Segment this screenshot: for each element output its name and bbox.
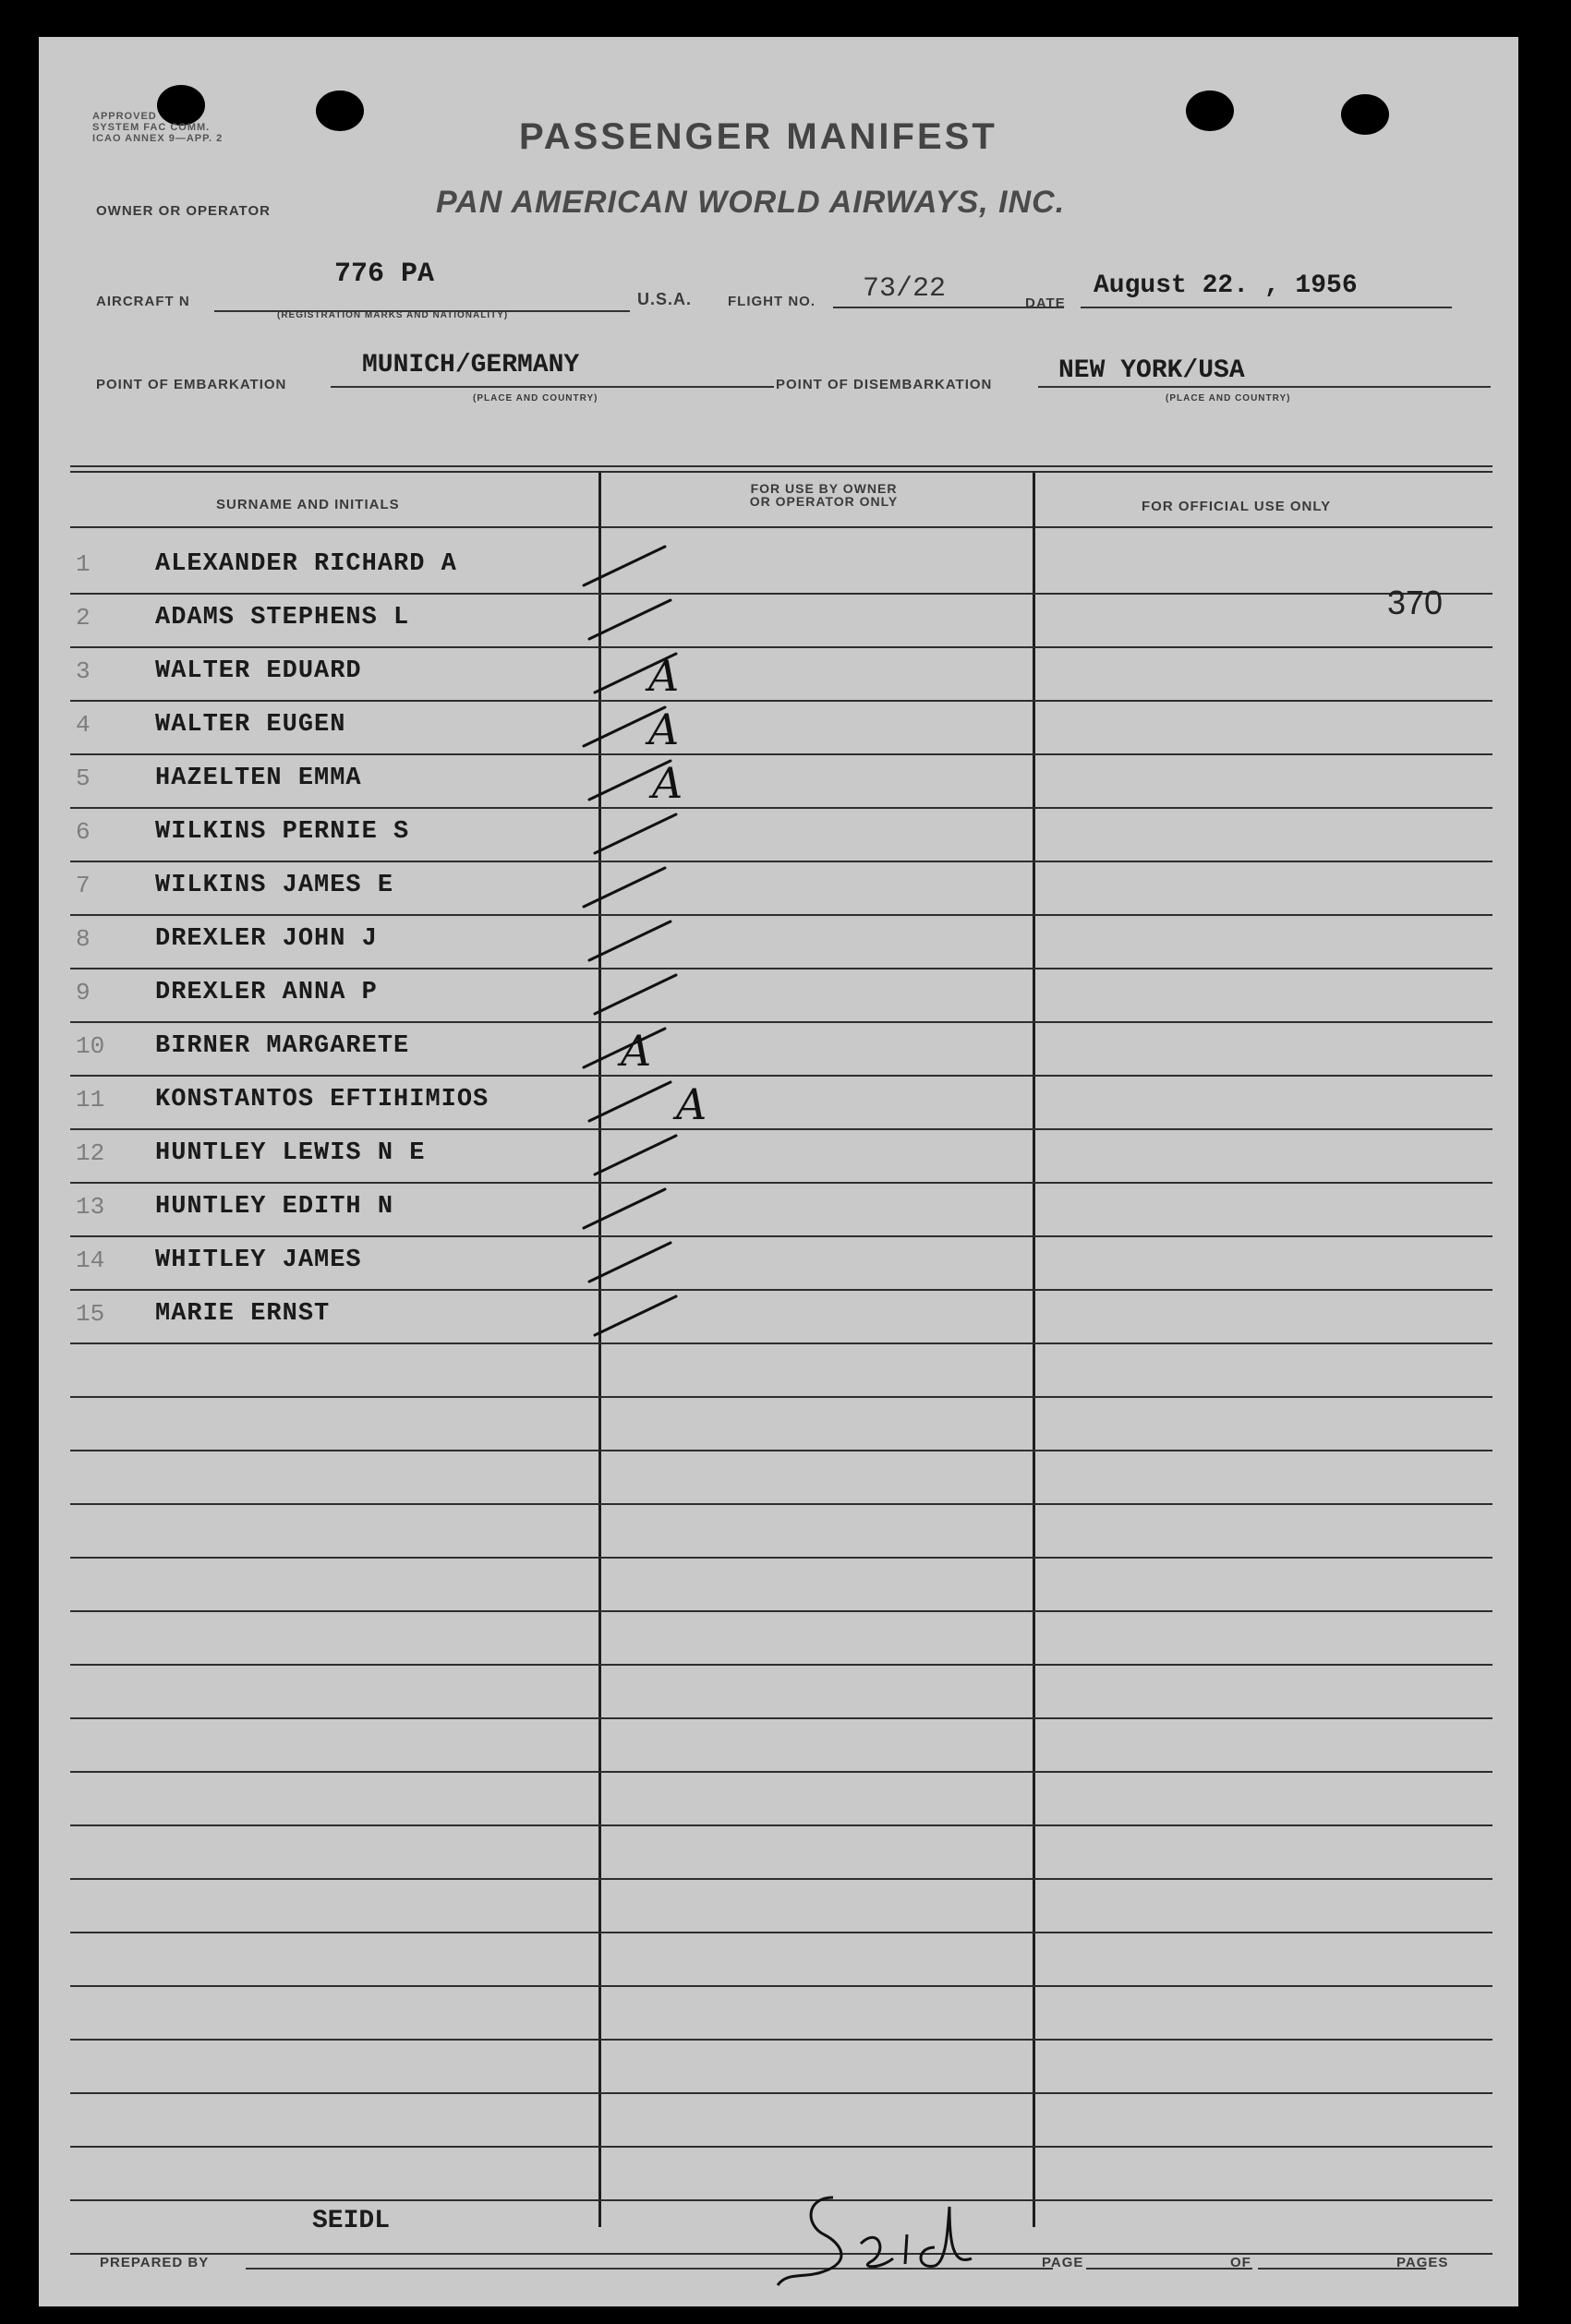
prepared-label: PREPARED BY [100, 2255, 210, 2270]
row-number: 13 [76, 1193, 105, 1221]
row-number: 11 [76, 1086, 105, 1114]
row-number: 8 [76, 925, 91, 953]
passenger-name: KONSTANTOS EFTIHIMIOS [155, 1086, 489, 1114]
check-tick [584, 1189, 665, 1228]
place-note: (PLACE AND COUNTRY) [473, 393, 598, 403]
approval-line: APPROVED [92, 111, 157, 122]
aircraft-label: AIRCRAFT N [96, 294, 190, 309]
check-tick [589, 1243, 671, 1282]
row-number: 2 [76, 604, 91, 632]
check-tick [589, 1082, 671, 1121]
passenger-name: ADAMS STEPHENS L [155, 604, 410, 632]
column-header-owner-line: OR OPERATOR ONLY [749, 494, 899, 509]
disembark-value: NEW YORK/USA [1058, 356, 1245, 385]
flight-value: 73/22 [863, 273, 947, 305]
embark-label: POINT OF EMBARKATION [96, 377, 287, 392]
passenger-name: HUNTLEY EDITH N [155, 1193, 394, 1221]
passenger-name: HUNTLEY LEWIS N E [155, 1139, 426, 1167]
embark-value: MUNICH/GERMANY [362, 351, 580, 379]
column-header-owner-line: FOR USE BY OWNER [750, 481, 898, 496]
page-title: PASSENGER MANIFEST [519, 116, 997, 157]
row-number: 1 [76, 550, 91, 578]
passenger-name: ALEXANDER RICHARD A [155, 550, 457, 578]
of-label: OF [1230, 2255, 1251, 2270]
column-header-official: FOR OFFICIAL USE ONLY [1142, 499, 1332, 514]
passenger-name: WALTER EUGEN [155, 711, 346, 739]
handwritten-a-mark: A [648, 651, 680, 701]
row-number: 7 [76, 872, 91, 899]
column-header-surname: SURNAME AND INITIALS [216, 497, 400, 512]
date-label: DATE [1025, 295, 1066, 311]
disembark-label: POINT OF DISEMBARKATION [776, 377, 993, 392]
row-number: 6 [76, 818, 91, 846]
passenger-name: MARIE ERNST [155, 1300, 331, 1328]
check-tick [589, 921, 671, 960]
check-tick [595, 1296, 676, 1335]
country-label: U.S.A. [637, 290, 693, 308]
check-tick [595, 1136, 676, 1174]
passenger-name: WILKINS JAMES E [155, 872, 394, 899]
passenger-name: WILKINS PERNIE S [155, 818, 410, 846]
aircraft-value: 776 PA [334, 259, 435, 290]
passenger-name: WALTER EDUARD [155, 657, 362, 685]
place-note-2: (PLACE AND COUNTRY) [1166, 393, 1291, 403]
check-tick [595, 975, 676, 1014]
handwritten-marks [39, 37, 1518, 2306]
row-number: 3 [76, 657, 91, 685]
registration-note: (REGISTRATION MARKS AND NATIONALITY) [277, 310, 509, 320]
handwritten-a-mark: A [621, 1026, 652, 1076]
row-number: 10 [76, 1032, 105, 1060]
handwritten-a-mark: A [652, 758, 683, 808]
check-tick [584, 868, 665, 907]
page-label: PAGE [1042, 2255, 1084, 2270]
row-number: 4 [76, 711, 91, 739]
pages-label: PAGES [1396, 2255, 1449, 2270]
check-tick [584, 547, 665, 585]
page-underline [1086, 2268, 1252, 2270]
signature [768, 2170, 1064, 2290]
handwritten-a-mark: A [676, 1079, 707, 1129]
passenger-name: DREXLER JOHN J [155, 925, 378, 953]
flight-label: FLIGHT NO. [728, 294, 816, 309]
handwritten-a-mark: A [648, 704, 680, 754]
row-number: 15 [76, 1300, 105, 1328]
approval-line: SYSTEM FAC COMM. [92, 122, 211, 133]
row-number: 9 [76, 979, 91, 1006]
passenger-name: BIRNER MARGARETE [155, 1032, 410, 1060]
passenger-name: DREXLER ANNA P [155, 979, 378, 1006]
manifest-sheet [39, 37, 1518, 2306]
row-number: 12 [76, 1139, 105, 1167]
approval-line: ICAO ANNEX 9—APP. 2 [92, 133, 224, 144]
passenger-name: WHITLEY JAMES [155, 1246, 362, 1274]
date-value: August 22. , 1956 [1094, 271, 1358, 300]
official-note: 370 [1387, 584, 1444, 621]
operator-name: PAN AMERICAN WORLD AIRWAYS, INC. [436, 185, 1066, 220]
owner-label: OWNER OR OPERATOR [96, 203, 271, 219]
check-tick [595, 814, 676, 853]
row-number: 5 [76, 765, 91, 792]
prepared-by-value: SEIDL [312, 2207, 391, 2235]
check-tick [589, 600, 671, 639]
passenger-name: HAZELTEN EMMA [155, 765, 362, 792]
row-number: 14 [76, 1246, 105, 1274]
